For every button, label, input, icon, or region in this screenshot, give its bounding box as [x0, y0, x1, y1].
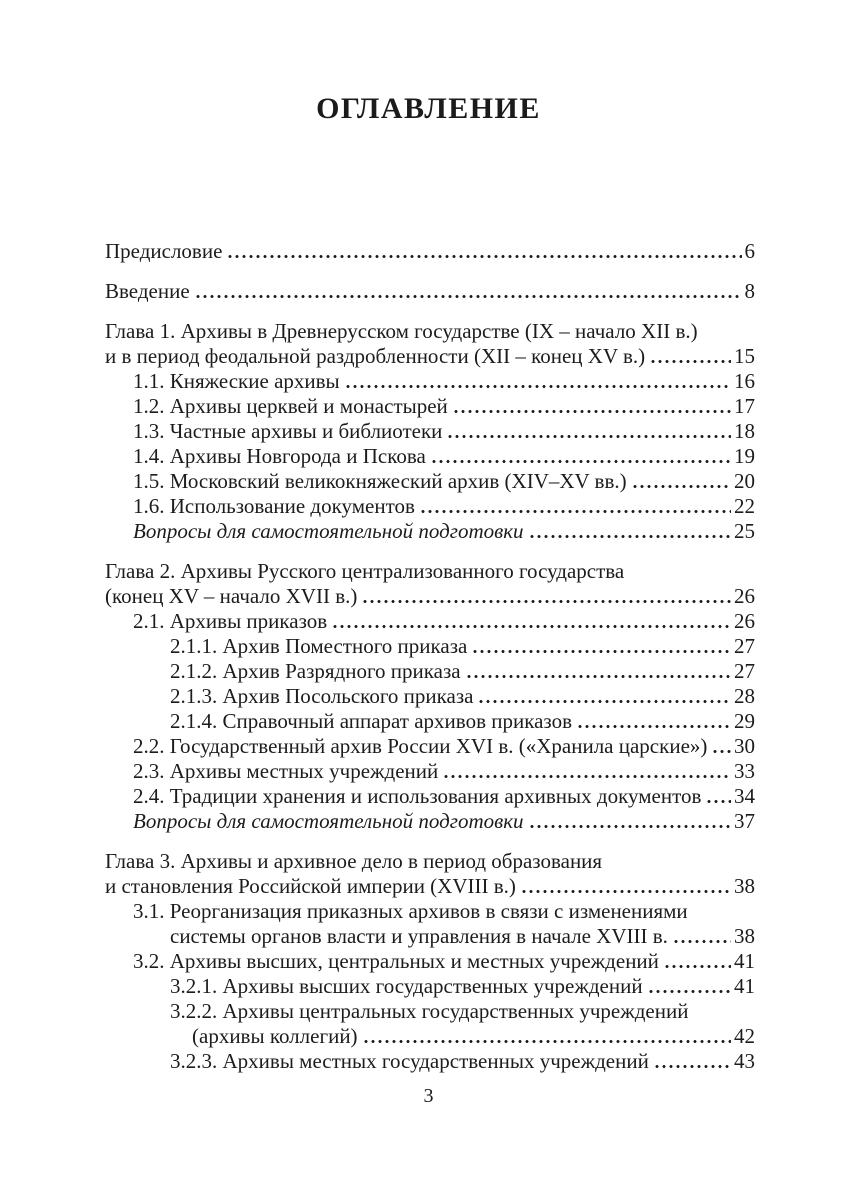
toc-entry: [105, 634, 755, 659]
toc-entry-text: 1.6. Использование документов: [133, 494, 415, 518]
toc-entry-line: [105, 974, 755, 999]
toc-entry-text: 2.4. Традиции хранения и использования архивных документов: [133, 784, 702, 808]
dot-leader: [665, 949, 731, 974]
toc-entry-page: 26: [734, 584, 755, 608]
toc-entry-page: 34: [734, 784, 755, 808]
toc-entry-line: [105, 999, 755, 1024]
toc-entry-page: 43: [734, 1049, 755, 1073]
toc-entry-text: и в период феодальной раздробленности (XII – конец XV в.): [105, 344, 646, 368]
toc-entry-line: [105, 344, 755, 369]
toc-entry: [105, 1049, 755, 1074]
toc-entry: [105, 469, 755, 494]
toc-entry: [105, 974, 755, 999]
toc-entry-page: 6: [744, 239, 755, 263]
toc-entry-line: [105, 279, 755, 304]
toc-entry-text: системы органов власти и управления в начале XVIII в.: [170, 924, 668, 948]
dot-leader: [578, 709, 731, 734]
dot-leader: [333, 609, 731, 634]
toc-entry: [105, 759, 755, 784]
toc-entry-line: [105, 239, 755, 264]
table-of-contents: [105, 239, 755, 1074]
toc-entry-text: 1.2. Архивы церквей и монастырей: [133, 394, 448, 418]
toc-entry-line: [105, 444, 755, 469]
toc-entry-text: 2.2. Государственный архив России XVI в. («Хранила царские»): [133, 734, 708, 758]
toc-entry-page: 38: [734, 924, 755, 948]
toc-entry-page: 41: [734, 974, 755, 998]
toc-entry-line: [105, 519, 755, 544]
toc-entry: [105, 559, 755, 609]
toc-entry-line: [105, 559, 755, 584]
toc-entry-page: 19: [734, 444, 755, 468]
toc-entry-page: 16: [734, 369, 755, 393]
toc-entry-line: [105, 759, 755, 784]
dot-leader: [651, 344, 731, 369]
toc-entry-text: 3.2.3. Архивы местных государственных учреждений: [170, 1049, 649, 1073]
toc-entry-page: 18: [734, 419, 755, 443]
dot-leader: [364, 1024, 731, 1049]
toc-entry: [105, 709, 755, 734]
toc-entry-line: [105, 609, 755, 634]
toc-entry: [105, 369, 755, 394]
toc-entry-text: 3.2.2. Архивы центральных государственных учреждений: [170, 999, 689, 1023]
toc-entry-line: [105, 584, 755, 609]
toc-entry: [105, 999, 755, 1049]
toc-entry-text: 2.1.2. Архив Разрядного приказа: [170, 659, 461, 683]
toc-entry-line: [105, 659, 755, 684]
toc-entry-line: [105, 809, 755, 834]
toc-entry: [105, 849, 755, 899]
toc-entry-line: [105, 469, 755, 494]
toc-entry-text: 1.5. Московский великокняжеский архив (XIV–XV вв.): [133, 469, 627, 493]
dot-leader: [228, 239, 741, 264]
toc-entry-line: [105, 849, 755, 874]
toc-entry-page: 41: [734, 949, 755, 973]
toc-entry-text: Введение: [105, 279, 190, 303]
toc-entry-page: 29: [734, 709, 755, 733]
toc-entry-page: 17: [734, 394, 755, 418]
toc-entry: [105, 949, 755, 974]
dot-leader: [655, 1049, 731, 1074]
dot-leader: [346, 369, 731, 394]
toc-entry-text: Вопросы для самостоятельной подготовки: [133, 809, 524, 833]
dot-leader: [448, 419, 731, 444]
toc-entry-page: 20: [734, 469, 755, 493]
toc-entry: [105, 659, 755, 684]
toc-entry-text: 1.4. Архивы Новгорода и Пскова: [133, 444, 426, 468]
toc-entry-page: 33: [734, 759, 755, 783]
dot-leader: [530, 809, 731, 834]
toc-entry-text: 2.1.1. Архив Поместного приказа: [170, 634, 468, 658]
toc-entry: [105, 784, 755, 809]
toc-entry-line: [105, 1024, 755, 1049]
page-number: 3: [423, 1085, 434, 1107]
toc-entry-line: [105, 899, 755, 924]
page-title: ОГЛАВЛЕНИЕ: [316, 92, 541, 125]
dot-leader: [454, 394, 731, 419]
toc-entry-line: [105, 949, 755, 974]
toc-entry-line: [105, 734, 755, 759]
dot-leader: [649, 974, 731, 999]
toc-entry: [105, 444, 755, 469]
toc-entry: [105, 609, 755, 634]
toc-entry-text: Предисловие: [105, 239, 223, 263]
toc-entry-text: 1.1. Княжеские архивы: [133, 369, 340, 393]
toc-entry: [105, 809, 755, 834]
dot-leader: [713, 734, 731, 759]
dot-leader: [363, 584, 731, 609]
toc-entry-page: 26: [734, 609, 755, 633]
toc-entry-line: [105, 874, 755, 899]
toc-entry-text: Глава 1. Архивы в Древнерусском государстве (IX – начало XII в.): [105, 319, 698, 343]
toc-entry-text: 2.1. Архивы приказов: [133, 609, 328, 633]
toc-entry: [105, 419, 755, 444]
toc-entry-line: [105, 319, 755, 344]
toc-entry: [105, 319, 755, 369]
toc-entry-line: [105, 784, 755, 809]
toc-entry-page: 27: [734, 634, 755, 658]
dot-leader: [467, 659, 731, 684]
toc-entry-line: [105, 394, 755, 419]
dot-leader: [479, 684, 731, 709]
dot-leader: [473, 634, 731, 659]
toc-entry-text: 1.3. Частные архивы и библиотеки: [133, 419, 443, 443]
toc-entry-page: 15: [734, 344, 755, 368]
toc-entry-text: Глава 3. Архивы и архивное дело в период образования: [105, 849, 603, 873]
toc-entry-text: Вопросы для самостоятельной подготовки: [133, 519, 524, 543]
toc-entry-page: 28: [734, 684, 755, 708]
dot-leader: [522, 874, 731, 899]
dot-leader: [530, 519, 731, 544]
toc-entry-text: 2.1.3. Архив Посольского приказа: [170, 684, 474, 708]
toc-entry: [105, 734, 755, 759]
dot-leader: [444, 759, 731, 784]
toc-entry-line: [105, 924, 755, 949]
toc-entry: [105, 394, 755, 419]
toc-entry-page: 27: [734, 659, 755, 683]
toc-entry: [105, 684, 755, 709]
toc-entry-line: [105, 1049, 755, 1074]
toc-entry-line: [105, 684, 755, 709]
toc-entry-page: 38: [734, 874, 755, 898]
toc-entry-text: 3.2.1. Архивы высших государственных учреждений: [170, 974, 643, 998]
toc-entry-page: 22: [734, 494, 755, 518]
toc-entry: [105, 519, 755, 544]
dot-leader: [633, 469, 731, 494]
toc-entry-text: 3.1. Реорганизация приказных архивов в связи с изменениями: [133, 899, 688, 923]
toc-entry: [105, 279, 755, 304]
toc-entry: [105, 494, 755, 519]
toc-entry-text: 2.1.4. Справочный аппарат архивов приказов: [170, 709, 573, 733]
dot-leader: [421, 494, 731, 519]
toc-entry-text: (архивы коллегий): [192, 1024, 358, 1048]
dot-leader: [707, 784, 731, 809]
toc-entry-line: [105, 709, 755, 734]
toc-entry-line: [105, 419, 755, 444]
toc-entry-page: 42: [734, 1024, 755, 1048]
toc-entry-page: 37: [734, 809, 755, 833]
toc-entry-line: [105, 634, 755, 659]
toc-entry-text: (конец XV – начало XVII в.): [105, 584, 358, 608]
dot-leader: [432, 444, 731, 469]
toc-entry: [105, 239, 755, 264]
dot-leader: [674, 924, 731, 949]
toc-entry-text: 2.3. Архивы местных учреждений: [133, 759, 439, 783]
toc-entry-text: 3.2. Архивы высших, центральных и местных учреждений: [133, 949, 659, 973]
toc-entry-page: 25: [734, 519, 755, 543]
dot-leader: [196, 279, 742, 304]
toc-entry-line: [105, 369, 755, 394]
toc-entry-text: и становления Российской империи (XVIII в.): [105, 874, 516, 898]
toc-entry-page: 8: [744, 279, 755, 303]
toc-entry-line: [105, 494, 755, 519]
toc-entry-text: Глава 2. Архивы Русского централизованного государства: [105, 559, 625, 583]
toc-entry: [105, 899, 755, 949]
toc-entry-page: 30: [734, 734, 755, 758]
